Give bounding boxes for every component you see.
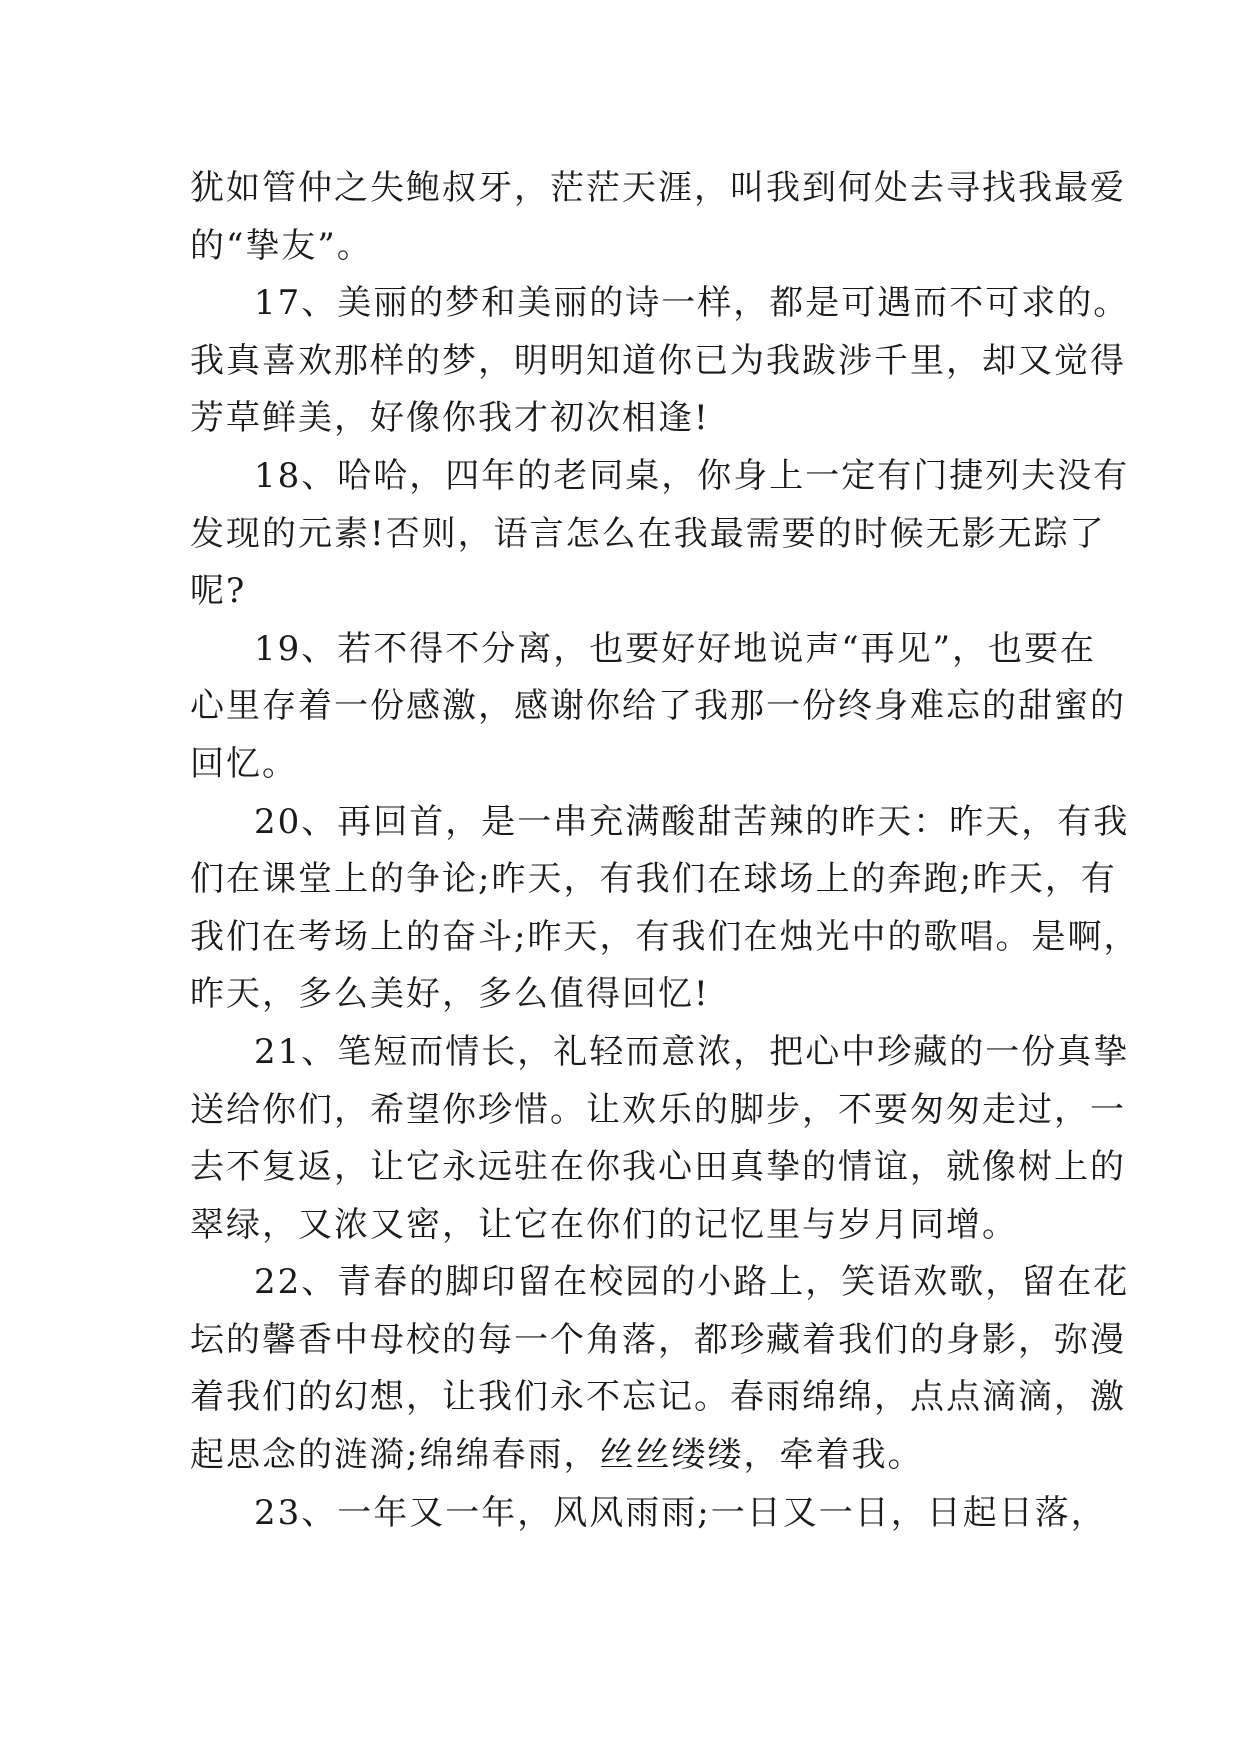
body-text — [190, 160, 1140, 1542]
paragraph-18 — [190, 448, 1130, 621]
text-line: 心里存着一份感激，感谢你给了我那一份终身难忘的甜蜜的 — [190, 686, 1126, 727]
text-line: 犹如管仲之失鲍叔牙，茫茫天涯，叫我到何处去寻找我最爱 — [190, 168, 1126, 208]
paragraph-17 — [190, 275, 1130, 448]
text-line: 着我们的幻想，让我们永不忘记。春雨绵绵，点点滴滴，激 — [190, 1377, 1126, 1418]
text-line: 昨天，多么美好，多么值得回忆! — [190, 974, 710, 1015]
text-line: 翠绿，又浓又密，让它在你们的记忆里与岁月同增。 — [190, 1204, 1018, 1245]
text-line: 呢? — [190, 571, 247, 612]
paragraph-22 — [190, 1254, 1130, 1484]
text-line: 22、青春的脚印留在校园的小路上，笑语欢歌，留在花 — [254, 1262, 1130, 1303]
paragraph-continuation — [190, 160, 1126, 275]
text-line: 芳草鲜美，好像你我才初次相逢! — [190, 398, 710, 439]
text-line: 发现的元素!否则，语言怎么在我最需要的时候无影无踪了 — [190, 513, 1106, 554]
text-line: 起思念的涟漪;绵绵春雨，丝丝缕缕，牵着我。 — [190, 1435, 924, 1476]
text-line: 23、一年又一年，风风雨雨;一日又一日，日起日落， — [254, 1492, 1107, 1533]
paragraph-20 — [190, 794, 1140, 1024]
text-line: 坛的馨香中母校的每一个角落，都珍藏着我们的身影，弥漫 — [190, 1319, 1126, 1360]
paragraph-19 — [190, 621, 1126, 794]
text-line: 19、若不得不分离，也要好好地说声“再见”，也要在 — [254, 628, 1097, 669]
text-line: 18、哈哈，四年的老同桌，你身上一定有门捷列夫没有 — [254, 455, 1130, 496]
text-line: 送给你们，希望你珍惜。让欢乐的脚步，不要匆匆走过，一 — [190, 1089, 1126, 1130]
text-line: 20、再回首，是一串充满酸甜苦辣的昨天：昨天，有我 — [254, 801, 1130, 842]
text-line: 去不复返，让它永远驻在你我心田真挚的情谊，就像树上的 — [190, 1147, 1126, 1188]
text-line: 们在课堂上的争论;昨天，有我们在球场上的奔跑;昨天，有 — [190, 859, 1117, 900]
text-line: 我们在考场上的奋斗;昨天，有我们在烛光中的歌唱。是啊， — [190, 916, 1140, 957]
text-line: 的“挚友”。 — [190, 225, 373, 266]
text-line: 回忆。 — [190, 743, 298, 784]
paragraph-23 — [190, 1485, 1107, 1543]
text-line: 21、笔短而情长，礼轻而意浓，把心中珍藏的一份真挚 — [254, 1031, 1130, 1072]
text-line: 我真喜欢那样的梦，明明知道你已为我跋涉千里，却又觉得 — [190, 340, 1126, 381]
text-line: 17、美丽的梦和美丽的诗一样，都是可遇而不可求的。 — [254, 283, 1130, 324]
paragraph-21 — [190, 1024, 1130, 1254]
